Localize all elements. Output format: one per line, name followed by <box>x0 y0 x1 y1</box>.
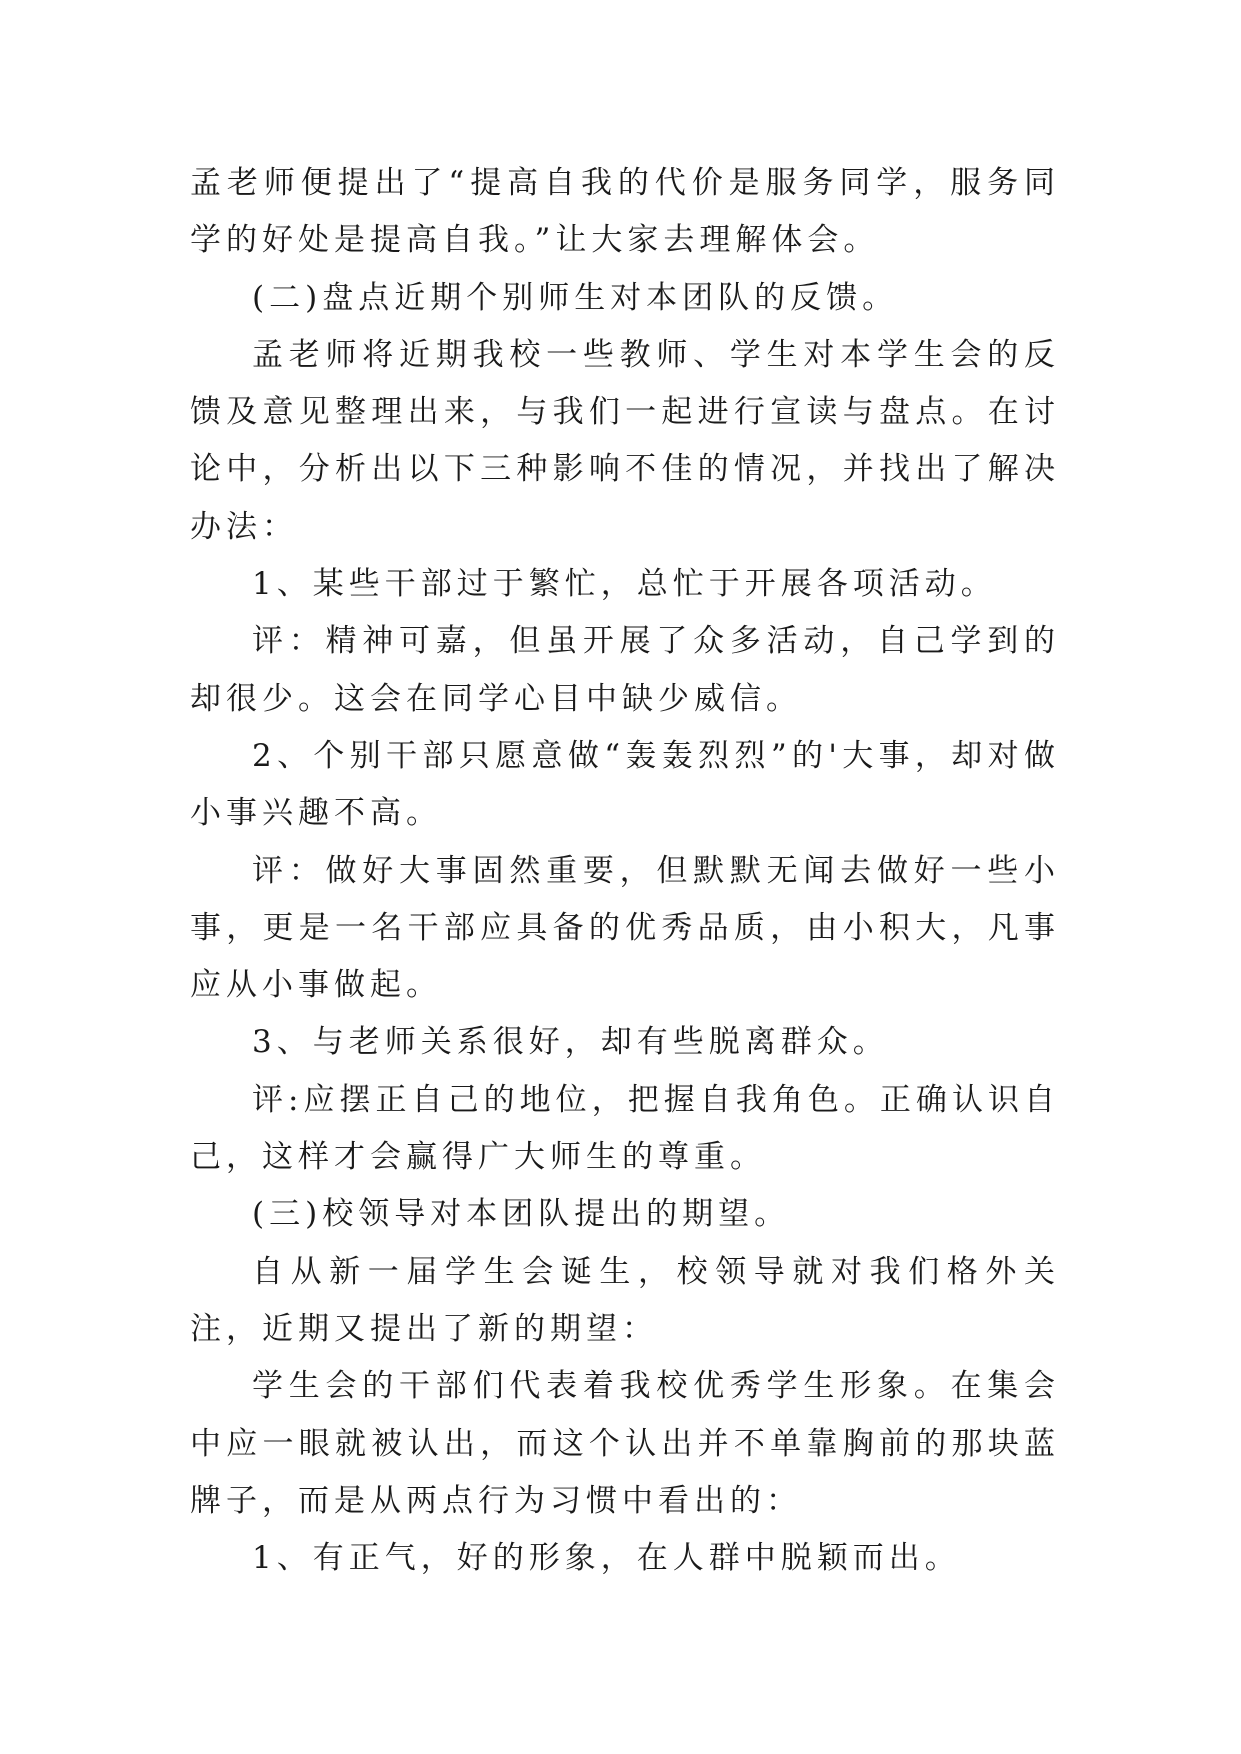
paragraph-4-list-item: 1、某些干部过于繁忙，总忙于开展各项活动。 <box>252 566 997 603</box>
paragraph-7-comment: 评：做好大事固然重要，但默默无闻去做好一些小事，更是一名干部应具备的优秀品质，由小积大，凡事应从小事做起。 <box>190 852 1060 1004</box>
document-body <box>190 155 1060 1587</box>
paragraph-6-list-item: 2、个别干部只愿意做“轰轰烈烈”的'大事，却对做小事兴趣不高。 <box>190 737 1060 832</box>
paragraph-1: 孟老师便提出了“提高自我的代价是服务同学，服务同学的好处是提高自我。”让大家去理解体会。 <box>190 165 1060 259</box>
paragraph-11: 自从新一届学生会诞生，校领导就对我们格外关注，近期又提出了新的期望： <box>190 1253 1060 1347</box>
paragraph-8-list-item: 3、与老师关系很好，却有些脱离群众。 <box>252 1024 889 1061</box>
paragraph-3: 孟老师将近期我校一些教师、学生对本学生会的反馈及意见整理出来，与我们一起进行宣读与盘点。在讨论中，分析出以下三种影响不佳的情况，并找出了解决办法： <box>190 336 1060 545</box>
paragraph-5-comment: 评：精神可嘉，但虽开展了众多活动，自己学到的却很少。这会在同学心目中缺少威信。 <box>190 623 1060 717</box>
paragraph-12: 学生会的干部们代表着我校优秀学生形象。在集会中应一眼就被认出，而这个认出并不单靠胸前的那块蓝牌子，而是从两点行为习惯中看出的： <box>190 1368 1060 1519</box>
paragraph-9-comment: 评:应摆正自己的地位，把握自我角色。正确认识自己，这样才会赢得广大师生的尊重。 <box>190 1081 1060 1176</box>
paragraph-10-section-heading: (三)校领导对本团队提出的期望。 <box>252 1196 791 1233</box>
paragraph-2-section-heading: (二)盘点近期个别师生对本团队的反馈。 <box>252 279 899 316</box>
paragraph-13-list-item: 1、有正气，好的形象，在人群中脱颖而出。 <box>252 1540 961 1577</box>
